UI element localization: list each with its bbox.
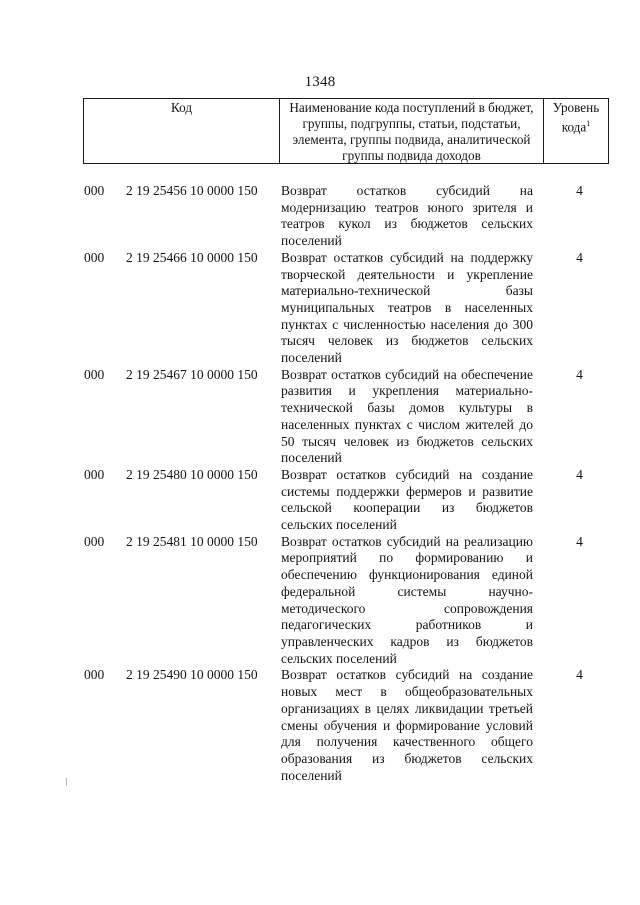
table-row (84, 534, 614, 668)
row-prefix: 000 (84, 466, 105, 482)
row-level: 4 (576, 366, 583, 382)
table-row (84, 467, 614, 534)
table-header (83, 98, 609, 164)
row-code: 2 19 25467 10 0000 150 (126, 366, 258, 382)
header-level-label: Уровень кода (552, 100, 600, 135)
row-name: Возврат остатков субсидий на обеспечение развития и укрепления материально-технической базы домов культуры в населенных пунктах с числом жителей до 50 тысяч человек из бюджетов сельских поселений (281, 366, 533, 466)
header-level-footnote: 1 (586, 119, 591, 128)
table-row (84, 667, 614, 784)
row-prefix: 000 (84, 667, 105, 683)
page-number: 1348 (304, 74, 336, 90)
row-code: 2 19 25466 10 0000 150 (126, 249, 258, 265)
row-prefix: 000 (84, 183, 105, 198)
row-code: 2 19 25480 10 0000 150 (126, 466, 258, 482)
row-name: Возврат остатков субсидий на поддержку творческой деятельности и укрепление материально-технической базы муниципальных театров в населенных пунктах с численностью населения до 300 тысяч человек из бюджетов сельских поселений (281, 249, 533, 366)
row-code: 2 19 25490 10 0000 150 (126, 667, 258, 683)
row-prefix: 000 (84, 533, 105, 549)
row-level: 4 (576, 533, 583, 549)
row-level: 4 (576, 466, 583, 482)
table-row (84, 250, 614, 367)
table-row (84, 183, 614, 250)
row-name: Возврат остатков субсидий на модернизацию театров юного зрителя и театров кукол из бюджетов сельских поселений (281, 183, 533, 249)
table-body (84, 183, 614, 784)
header-code: Код (84, 99, 280, 164)
header-level (544, 99, 608, 164)
row-name: Возврат остатков субсидий на реализацию мероприятий по формированию и обеспечению функционирования единой федеральной системы научно-методического сопровождения педагогических работников и управленческих кадров из бюджетов сельских поселений (281, 533, 533, 666)
row-level: 4 (576, 249, 583, 265)
table-row (84, 367, 614, 467)
scan-mark (66, 778, 67, 786)
row-code: 2 19 25456 10 0000 150 (126, 183, 258, 198)
row-name: Возврат остатков субсидий на создание новых мест в общеобразовательных организациях в целях ликвидации третьей смены обучения и формирование условий для получения качественного общего образования из бюджетов сельских поселений (281, 667, 533, 783)
row-prefix: 000 (84, 366, 105, 382)
row-level: 4 (576, 183, 583, 198)
row-name: Возврат остатков субсидий на создание системы поддержки фермеров и развитие сельской кооперации из бюджетов сельских поселений (281, 466, 533, 533)
row-code: 2 19 25481 10 0000 150 (126, 533, 258, 549)
row-prefix: 000 (84, 249, 105, 265)
row-level: 4 (576, 667, 583, 683)
header-name: Наименование кода поступлений в бюджет, группы, подгруппы, статьи, подстатьи, элемента, группы подвида, аналитической группы подвида доходов (280, 99, 544, 164)
